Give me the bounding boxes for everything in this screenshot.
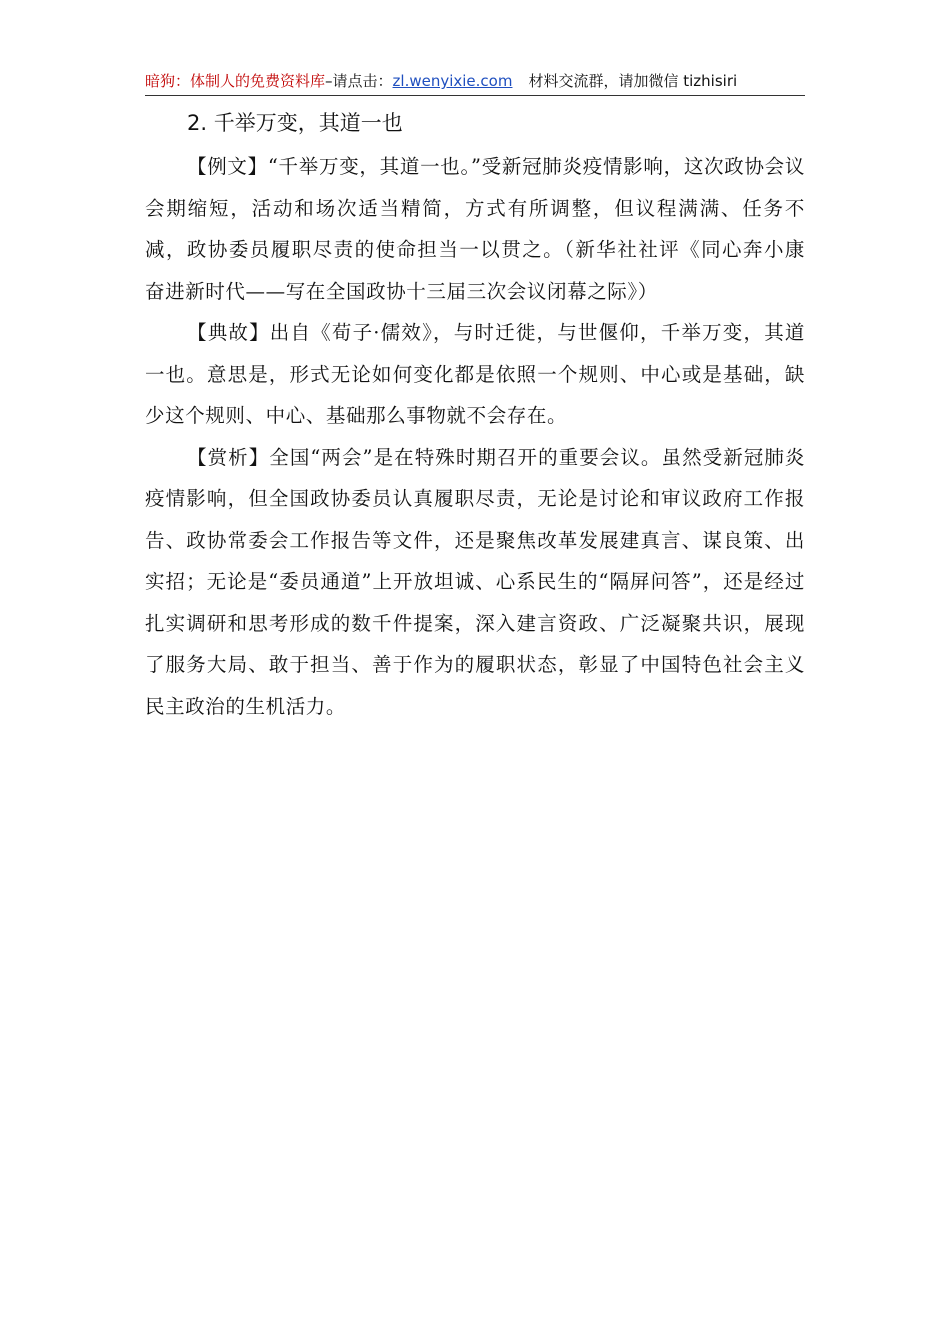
page-header [145,70,805,92]
header-brand: 暗狗：体制人的免费资料库 [145,72,326,90]
header-wechat-note: 材料交流群，请加微信 tizhisiri [528,72,738,90]
header-prompt: –请点击： [325,72,393,90]
section-heading: 2. 千举万变，其道一也 [187,111,403,135]
header-link[interactable]: zl.wenyixie.com [392,72,513,90]
document-body [145,104,805,727]
header-divider [145,95,805,96]
paragraph-allusion: 【典故】出自《荀子·儒效》，与时迁徙，与世偃仰，千举万变，其道一也。意思是，形式无论如何变化都是依照一个规则、中心或是基础，缺少这个规则、中心、基础那么事物就不会存在。 [145,321,805,427]
paragraph-example: 【例文】“千举万变，其道一也。”受新冠肺炎疫情影响，这次政协会议会期缩短，活动和场次适当精简，方式有所调整，但议程满满、任务不减，政协委员履职尽责的使命担当一以贯之。（新华社社评《同心奔小康 奋进新时代——写在全国政协十三届三次会议闭幕之际》） [145,155,805,303]
paragraph-appreciation: 【赏析】全国“两会”是在特殊时期召开的重要会议。虽然受新冠肺炎疫情影响，但全国政协委员认真履职尽责，无论是讨论和审议政府工作报告、政协常委会工作报告等文件，还是聚焦改革发展建真言、谋良策、出实招；无论是“委员通道”上开放坦诚、心系民生的“隔屏问答”，还是经过扎实调研和思考形成的数千件提案，深入建言资政、广泛凝聚共识，展现了服务大局、敢于担当、善于作为的履职状态，彰显了中国特色社会主义民主政治的生机活力。 [145,445,805,718]
